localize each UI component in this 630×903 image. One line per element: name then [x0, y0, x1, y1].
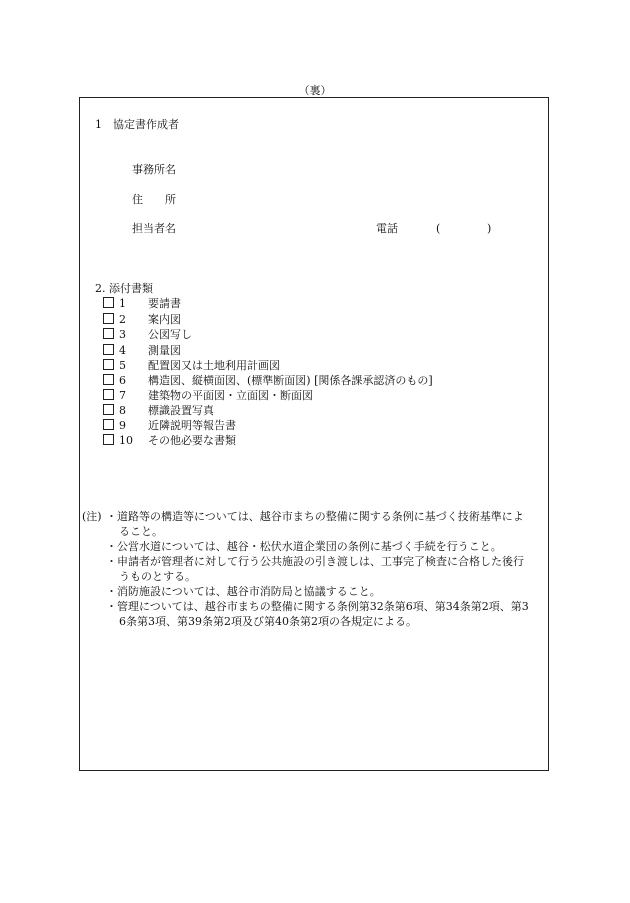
phone-close-paren: ) — [487, 222, 492, 235]
attachment-label: 配置図又は土地利用計画図 — [148, 359, 280, 372]
section2-title: 2. 添付書類 — [95, 282, 153, 295]
address-label: 住 所 — [132, 193, 176, 206]
note-line: ・道路等の構造等については、越谷市まちの整備に関する条例に基づく技術基準によ — [106, 510, 524, 523]
checkbox-icon[interactable] — [103, 419, 114, 430]
note-line: ・消防施設については、越谷市消防局と協議すること。 — [106, 585, 381, 598]
attachment-item — [103, 389, 313, 403]
checkbox-icon[interactable] — [103, 328, 114, 339]
contact-person-label: 担当者名 — [132, 222, 176, 235]
attachment-number: 3 — [119, 328, 126, 341]
attachment-number: 6 — [119, 374, 126, 387]
attachment-label: 構造図、縦横面図、(標準断面図) [関係各課承認済のもの] — [148, 374, 433, 387]
phone-label: 電話 — [376, 222, 398, 235]
note-line: ・申請者が管理者に対して行う公共施設の引き渡しは、工事完了検査に合格した後行 — [106, 555, 524, 568]
attachment-label: その他必要な書類 — [148, 434, 236, 447]
attachment-item — [103, 419, 236, 433]
checkbox-icon[interactable] — [103, 404, 114, 415]
attachment-label: 公図写し — [148, 328, 192, 341]
attachment-number: 4 — [119, 344, 126, 357]
note-line: ・管理については、越谷市まちの整備に関する条例第32条第6項、第34条第2項、第3 — [106, 600, 529, 613]
attachment-item — [103, 344, 181, 358]
checkbox-icon[interactable] — [103, 389, 114, 400]
phone-open-paren: ( — [436, 222, 441, 235]
notes-prefix: (注) — [82, 510, 102, 523]
attachment-item — [103, 297, 181, 311]
attachment-label: 建築物の平面図・立面図・断面図 — [148, 389, 313, 402]
attachment-label: 近隣説明等報告書 — [148, 419, 236, 432]
attachment-label: 要請書 — [148, 297, 181, 310]
note-line: ・公営水道については、越谷・松伏水道企業団の条例に基づく手続を行うこと。 — [106, 540, 502, 553]
attachment-item — [103, 434, 236, 448]
attachment-number: 8 — [119, 404, 126, 417]
section1-title: 1 協定書作成者 — [95, 118, 179, 131]
office-name-label: 事務所名 — [132, 163, 176, 176]
attachment-label: 標識設置写真 — [148, 404, 214, 417]
checkbox-icon[interactable] — [103, 374, 114, 385]
attachment-number: 1 — [119, 297, 126, 310]
checkbox-icon[interactable] — [103, 434, 114, 445]
attachment-number: 7 — [119, 389, 126, 402]
note-line: ること。 — [119, 525, 163, 538]
checkbox-icon[interactable] — [103, 359, 114, 370]
note-line: うものとする。 — [119, 570, 196, 583]
checkbox-icon[interactable] — [103, 297, 114, 308]
checkbox-icon[interactable] — [103, 313, 114, 324]
attachment-number: 9 — [119, 419, 126, 432]
attachment-label: 案内図 — [148, 313, 181, 326]
page-side-label: （裏） — [298, 84, 332, 97]
attachment-item — [103, 328, 192, 342]
attachment-item — [103, 313, 181, 327]
attachment-item — [103, 359, 280, 373]
attachment-item — [103, 404, 214, 418]
attachment-number: 5 — [119, 359, 126, 372]
checkbox-icon[interactable] — [103, 344, 114, 355]
attachment-number: 2 — [119, 313, 126, 326]
attachment-label: 測量図 — [148, 344, 181, 357]
attachment-number: 10 — [119, 434, 133, 447]
note-line: 6条第3項、第39条第2項及び第40条第2項の各規定による。 — [119, 615, 417, 628]
attachment-item — [103, 374, 433, 388]
